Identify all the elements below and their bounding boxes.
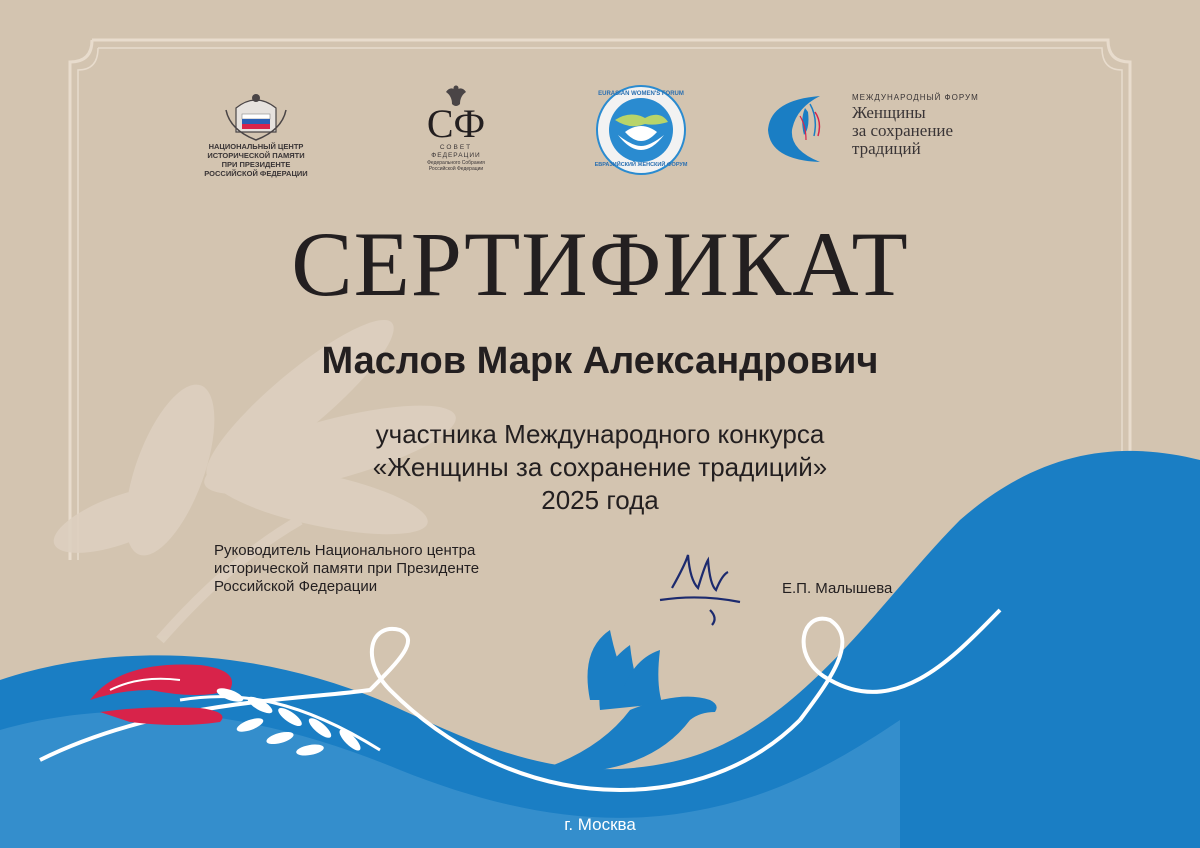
signer-name: Е.П. Малышева [782, 580, 893, 597]
description-line: «Женщины за сохранение традиций» [372, 452, 828, 482]
sf-logo-mark: СФ [426, 101, 486, 146]
description-line: участника Международного конкурса [375, 419, 825, 449]
recipient-name: Маслов Марк Александрович [321, 340, 879, 382]
logo-line: РОССИЙСКОЙ ФЕДЕРАЦИИ [204, 169, 308, 178]
national-center-emblem-icon [226, 94, 286, 140]
women-traditions-logo-text [852, 92, 1022, 158]
dove-icon [540, 630, 717, 773]
women-traditions-emblem-icon [768, 96, 820, 162]
city-label: г. Москва [564, 815, 636, 834]
signer-position-line: Российской Федерации [214, 578, 378, 595]
sovet-federacii-logo [406, 101, 506, 172]
logo-line: Женщины [852, 103, 926, 122]
eurasian-forum-ring-bottom: ЕВРАЗИЙСКИЙ ЖЕНСКИЙ ФОРУМ [594, 162, 688, 168]
description-line: 2025 года [541, 485, 659, 515]
logo-line: традиций [852, 139, 921, 158]
eurasian-forum-ring-top: EURASIAN WOMEN'S FORUM [598, 91, 684, 97]
logo-line: НАЦИОНАЛЬНЫЙ ЦЕНТР [208, 142, 304, 151]
national-center-logo-text [196, 142, 316, 178]
logo-line: за сохранение [852, 121, 954, 140]
logo-line: СОВЕТ [439, 144, 473, 151]
logo-small-line: Российской Федерации [428, 166, 484, 172]
certificate-title: СЕРТИФИКАТ [291, 213, 909, 315]
logo-line: ПРИ ПРЕЗИДЕНТЕ [221, 160, 291, 169]
logo-line: ФЕДЕРАЦИИ [431, 152, 481, 159]
logo-line: ИСТОРИЧЕСКОЙ ПАМЯТИ [207, 151, 305, 160]
eurasian-forum-emblem-icon [597, 86, 685, 174]
logo-small-line: Федерального Собрания [427, 160, 485, 166]
logo-caption: МЕЖДУНАРОДНЫЙ ФОРУМ [852, 93, 979, 102]
signer-position-line: Руководитель Национального центра [214, 542, 476, 559]
signature-mark [660, 555, 740, 625]
signer-position-line: исторической памяти при Президенте [214, 560, 480, 577]
